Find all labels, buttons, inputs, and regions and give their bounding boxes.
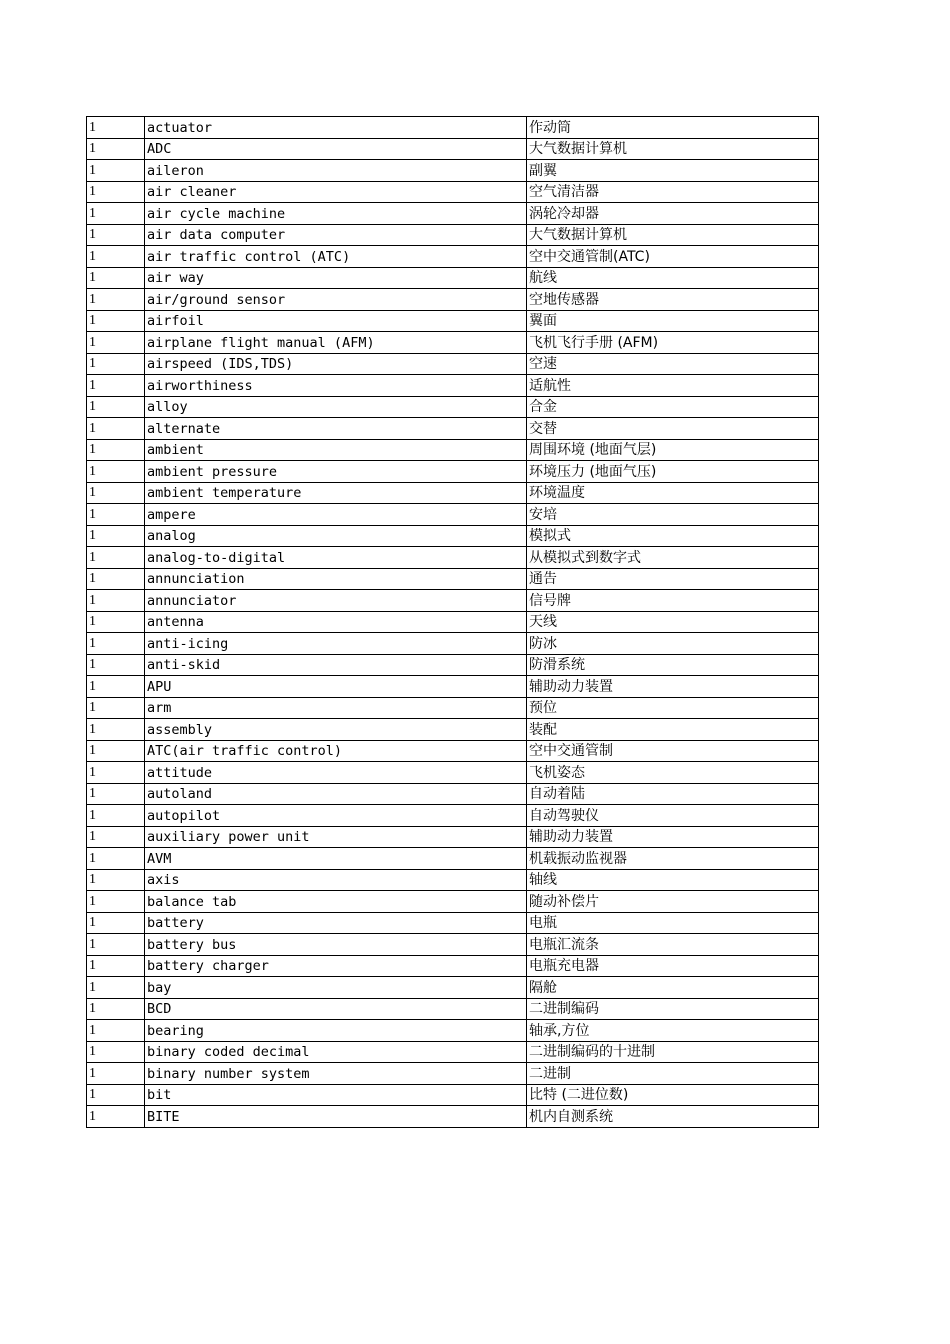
term-cell: ADC: [145, 138, 527, 160]
table-row: [87, 439, 819, 461]
table-row: [87, 805, 819, 827]
term-cell: battery: [145, 912, 527, 934]
term-cell: ATC(air traffic control): [145, 740, 527, 762]
row-number-cell: 1: [87, 611, 145, 633]
table-row: [87, 353, 819, 375]
table-row: [87, 568, 819, 590]
table-row: [87, 138, 819, 160]
row-number-cell: 1: [87, 1063, 145, 1085]
table-row: [87, 654, 819, 676]
row-number-cell: 1: [87, 826, 145, 848]
definition-cell: 轴线: [527, 869, 819, 891]
glossary-table-body: [87, 117, 819, 1128]
glossary-sheet: [86, 116, 818, 1128]
definition-cell: 二进制编码的十进制: [527, 1041, 819, 1063]
definition-cell: 模拟式: [527, 525, 819, 547]
row-number-cell: 1: [87, 697, 145, 719]
table-row: [87, 848, 819, 870]
table-row: [87, 461, 819, 483]
definition-cell: 空速: [527, 353, 819, 375]
row-number-cell: 1: [87, 869, 145, 891]
row-number-cell: 1: [87, 1084, 145, 1106]
row-number-cell: 1: [87, 375, 145, 397]
definition-cell: 电瓶充电器: [527, 955, 819, 977]
term-cell: actuator: [145, 117, 527, 139]
table-row: [87, 504, 819, 526]
definition-cell: 天线: [527, 611, 819, 633]
term-cell: air cleaner: [145, 181, 527, 203]
table-row: [87, 998, 819, 1020]
term-cell: auxiliary power unit: [145, 826, 527, 848]
term-cell: arm: [145, 697, 527, 719]
row-number-cell: 1: [87, 525, 145, 547]
row-number-cell: 1: [87, 332, 145, 354]
table-row: [87, 590, 819, 612]
table-row: [87, 246, 819, 268]
term-cell: air cycle machine: [145, 203, 527, 225]
definition-cell: 副翼: [527, 160, 819, 182]
definition-cell: 隔舱: [527, 977, 819, 999]
row-number-cell: 1: [87, 568, 145, 590]
row-number-cell: 1: [87, 740, 145, 762]
term-cell: assembly: [145, 719, 527, 741]
glossary-table: [86, 116, 819, 1128]
row-number-cell: 1: [87, 267, 145, 289]
term-cell: airworthiness: [145, 375, 527, 397]
term-cell: aileron: [145, 160, 527, 182]
table-row: [87, 1084, 819, 1106]
term-cell: BCD: [145, 998, 527, 1020]
term-cell: ambient pressure: [145, 461, 527, 483]
term-cell: anti-skid: [145, 654, 527, 676]
term-cell: antenna: [145, 611, 527, 633]
definition-cell: 大气数据计算机: [527, 224, 819, 246]
definition-cell: 环境压力 (地面气压): [527, 461, 819, 483]
row-number-cell: 1: [87, 396, 145, 418]
term-cell: AVM: [145, 848, 527, 870]
row-number-cell: 1: [87, 1041, 145, 1063]
row-number-cell: 1: [87, 160, 145, 182]
table-row: [87, 1041, 819, 1063]
definition-cell: 周围环境 (地面气层): [527, 439, 819, 461]
table-row: [87, 826, 819, 848]
table-row: [87, 697, 819, 719]
table-row: [87, 375, 819, 397]
table-row: [87, 525, 819, 547]
table-row: [87, 869, 819, 891]
term-cell: battery bus: [145, 934, 527, 956]
definition-cell: 自动着陆: [527, 783, 819, 805]
term-cell: air traffic control (ATC): [145, 246, 527, 268]
table-row: [87, 117, 819, 139]
row-number-cell: 1: [87, 912, 145, 934]
table-row: [87, 633, 819, 655]
table-row: [87, 181, 819, 203]
term-cell: bit: [145, 1084, 527, 1106]
definition-cell: 交替: [527, 418, 819, 440]
definition-cell: 辅助动力装置: [527, 826, 819, 848]
term-cell: balance tab: [145, 891, 527, 913]
row-number-cell: 1: [87, 138, 145, 160]
table-row: [87, 977, 819, 999]
table-row: [87, 482, 819, 504]
definition-cell: 翼面: [527, 310, 819, 332]
table-row: [87, 762, 819, 784]
row-number-cell: 1: [87, 934, 145, 956]
row-number-cell: 1: [87, 719, 145, 741]
table-row: [87, 1063, 819, 1085]
definition-cell: 自动驾驶仪: [527, 805, 819, 827]
row-number-cell: 1: [87, 310, 145, 332]
definition-cell: 适航性: [527, 375, 819, 397]
term-cell: autopilot: [145, 805, 527, 827]
table-row: [87, 418, 819, 440]
term-cell: bearing: [145, 1020, 527, 1042]
table-row: [87, 224, 819, 246]
row-number-cell: 1: [87, 977, 145, 999]
term-cell: air/ground sensor: [145, 289, 527, 311]
row-number-cell: 1: [87, 246, 145, 268]
term-cell: battery charger: [145, 955, 527, 977]
term-cell: attitude: [145, 762, 527, 784]
table-row: [87, 332, 819, 354]
row-number-cell: 1: [87, 461, 145, 483]
term-cell: alloy: [145, 396, 527, 418]
term-cell: bay: [145, 977, 527, 999]
row-number-cell: 1: [87, 955, 145, 977]
row-number-cell: 1: [87, 590, 145, 612]
definition-cell: 二进制编码: [527, 998, 819, 1020]
table-row: [87, 1106, 819, 1128]
term-cell: alternate: [145, 418, 527, 440]
table-row: [87, 547, 819, 569]
table-row: [87, 160, 819, 182]
term-cell: ambient temperature: [145, 482, 527, 504]
table-row: [87, 1020, 819, 1042]
definition-cell: 合金: [527, 396, 819, 418]
definition-cell: 信号牌: [527, 590, 819, 612]
definition-cell: 预位: [527, 697, 819, 719]
table-row: [87, 289, 819, 311]
table-row: [87, 934, 819, 956]
definition-cell: 空地传感器: [527, 289, 819, 311]
row-number-cell: 1: [87, 1020, 145, 1042]
term-cell: ambient: [145, 439, 527, 461]
definition-cell: 涡轮冷却器: [527, 203, 819, 225]
table-row: [87, 396, 819, 418]
definition-cell: 比特 (二进位数): [527, 1084, 819, 1106]
definition-cell: 大气数据计算机: [527, 138, 819, 160]
definition-cell: 空中交通管制: [527, 740, 819, 762]
row-number-cell: 1: [87, 676, 145, 698]
definition-cell: 电瓶: [527, 912, 819, 934]
definition-cell: 作动筒: [527, 117, 819, 139]
term-cell: ampere: [145, 504, 527, 526]
definition-cell: 环境温度: [527, 482, 819, 504]
table-row: [87, 676, 819, 698]
term-cell: analog-to-digital: [145, 547, 527, 569]
term-cell: airspeed (IDS,TDS): [145, 353, 527, 375]
term-cell: annunciation: [145, 568, 527, 590]
row-number-cell: 1: [87, 289, 145, 311]
table-row: [87, 912, 819, 934]
row-number-cell: 1: [87, 998, 145, 1020]
definition-cell: 机内自测系统: [527, 1106, 819, 1128]
table-row: [87, 203, 819, 225]
term-cell: binary number system: [145, 1063, 527, 1085]
table-row: [87, 740, 819, 762]
term-cell: analog: [145, 525, 527, 547]
table-row: [87, 783, 819, 805]
row-number-cell: 1: [87, 1106, 145, 1128]
table-row: [87, 891, 819, 913]
definition-cell: 空气清洁器: [527, 181, 819, 203]
definition-cell: 通告: [527, 568, 819, 590]
row-number-cell: 1: [87, 203, 145, 225]
term-cell: axis: [145, 869, 527, 891]
row-number-cell: 1: [87, 762, 145, 784]
row-number-cell: 1: [87, 439, 145, 461]
row-number-cell: 1: [87, 783, 145, 805]
definition-cell: 电瓶汇流条: [527, 934, 819, 956]
table-row: [87, 611, 819, 633]
definition-cell: 辅助动力装置: [527, 676, 819, 698]
definition-cell: 随动补偿片: [527, 891, 819, 913]
row-number-cell: 1: [87, 848, 145, 870]
term-cell: BITE: [145, 1106, 527, 1128]
term-cell: annunciator: [145, 590, 527, 612]
definition-cell: 航线: [527, 267, 819, 289]
definition-cell: 空中交通管制(ATC): [527, 246, 819, 268]
definition-cell: 飞机飞行手册 (AFM): [527, 332, 819, 354]
table-row: [87, 719, 819, 741]
row-number-cell: 1: [87, 805, 145, 827]
row-number-cell: 1: [87, 353, 145, 375]
row-number-cell: 1: [87, 117, 145, 139]
definition-cell: 飞机姿态: [527, 762, 819, 784]
definition-cell: 安培: [527, 504, 819, 526]
definition-cell: 防冰: [527, 633, 819, 655]
table-row: [87, 267, 819, 289]
term-cell: autoland: [145, 783, 527, 805]
row-number-cell: 1: [87, 891, 145, 913]
term-cell: airplane flight manual (AFM): [145, 332, 527, 354]
row-number-cell: 1: [87, 504, 145, 526]
row-number-cell: 1: [87, 418, 145, 440]
term-cell: binary coded decimal: [145, 1041, 527, 1063]
row-number-cell: 1: [87, 181, 145, 203]
table-row: [87, 955, 819, 977]
term-cell: anti-icing: [145, 633, 527, 655]
term-cell: airfoil: [145, 310, 527, 332]
row-number-cell: 1: [87, 482, 145, 504]
term-cell: APU: [145, 676, 527, 698]
definition-cell: 装配: [527, 719, 819, 741]
definition-cell: 二进制: [527, 1063, 819, 1085]
row-number-cell: 1: [87, 224, 145, 246]
definition-cell: 从模拟式到数字式: [527, 547, 819, 569]
row-number-cell: 1: [87, 633, 145, 655]
row-number-cell: 1: [87, 547, 145, 569]
term-cell: air data computer: [145, 224, 527, 246]
table-row: [87, 310, 819, 332]
definition-cell: 机载振动监视器: [527, 848, 819, 870]
definition-cell: 防滑系统: [527, 654, 819, 676]
definition-cell: 轴承,方位: [527, 1020, 819, 1042]
term-cell: air way: [145, 267, 527, 289]
row-number-cell: 1: [87, 654, 145, 676]
